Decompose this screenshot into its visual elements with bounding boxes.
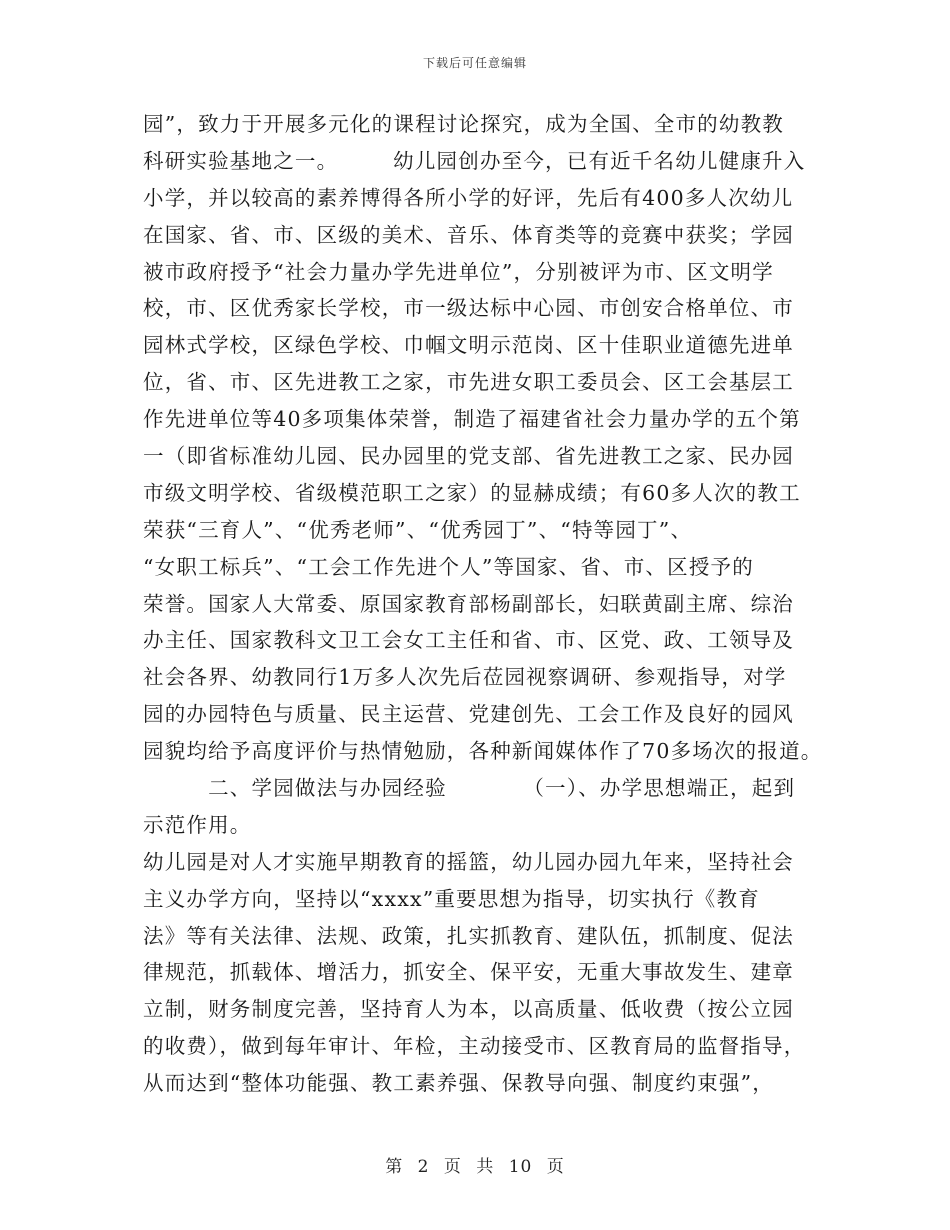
page-header-note: 下载后可任意编辑: [422, 56, 527, 70]
page-footer: [0, 1152, 950, 1177]
body-line: 被市政府授予“社会力量办学先进单位”，分别被评为市、区文明学: [143, 259, 774, 284]
body-line: 荣获“三育人”、“优秀老师”、“优秀园丁”、“特等园丁”、: [143, 517, 693, 542]
body-line: 小学，并以较高的素养博得各所小学的好评，先后有400多人次幼儿: [143, 185, 794, 210]
body-line: 主义办学方向，坚持以“xxxx”重要思想为指导，切实执行《教育: [143, 886, 760, 911]
body-line: 园林式学校，区绿色学校、巾帼文明示范岗、区十佳职业道德先进单: [143, 333, 794, 358]
body-line: 校，市、区优秀家长学校，市一级达标中心园、市创安合格单位、市: [143, 296, 794, 321]
body-line: 的收费），做到每年审计、年检，主动接受市、区教育局的监督指导，: [143, 1034, 806, 1059]
footer-page-word: 页: [443, 1157, 462, 1177]
section-heading-line: 二、学园做法与办园经验 （一）、办学思想端正，起到: [143, 776, 796, 801]
body-line: 法》等有关法律、法规、政策，扎实抓教育、建队伍，抓制度、促法: [143, 923, 794, 948]
body-line: 作先进单位等40多项集体荣誉，制造了福建省社会力量办学的五个第: [143, 407, 801, 432]
body-line: 社会各界、幼教同行1万多人次先后莅园视察调研、参观指导，对学: [143, 665, 787, 690]
body-line: 立制，财务制度完善，坚持育人为本，以高质量、低收费（按公立园: [143, 997, 794, 1022]
body-line: 市级文明学校、省级模范职工之家）的显赫成绩；有60多人次的教工: [143, 480, 801, 505]
body-line: 科研实验基地之一。 幼儿园创办至今，已有近千名幼儿健康升入: [143, 148, 806, 173]
body-line: 幼儿园是对人才实施早期教育的摇篮，幼儿园办园九年来，坚持社会: [143, 849, 794, 874]
body-line: 园的办园特色与质量、民主运营、党建创先、工会工作及良好的园风: [143, 702, 794, 727]
footer-page-number: 2: [417, 1157, 430, 1177]
document-body: [143, 106, 823, 1102]
body-line: 律规范，抓载体、增活力，抓安全、保平安，无重大事故发生、建章: [143, 960, 794, 985]
footer-total-pages: 10: [508, 1157, 533, 1177]
body-line: 一（即省标准幼儿园、民办园里的党支部、省先进教工之家、民办园: [143, 444, 794, 469]
body-line: 荣誉。国家人大常委、原国家教育部杨副部长，妇联黄副主席、综治: [143, 591, 794, 616]
body-line: 示范作用。: [143, 812, 252, 837]
body-line: 位，省、市、区先进教工之家，市先进女职工委员会、区工会基层工: [143, 370, 794, 395]
body-line: “女职工标兵”、“工会工作先进个人”等国家、省、市、区授予的: [143, 554, 754, 579]
body-line: 园貌均给予高度评价与热情勉励，各种新闻媒体作了70多场次的报道。: [143, 739, 823, 764]
footer-total-word: 共: [476, 1157, 495, 1177]
body-line: 园”，致力于开展多元化的课程讨论探究，成为全国、全市的幼教教: [143, 112, 784, 136]
body-line: 从而达到“整体功能强、教工素养强、保教导向强、制度约束强”，: [143, 1071, 774, 1096]
footer-suffix: 页: [546, 1157, 565, 1177]
body-line: 在国家、省、市、区级的美术、音乐、体育类等的竞赛中获奖；学园: [143, 222, 794, 247]
footer-prefix: 第: [385, 1157, 404, 1177]
body-line: 办主任、国家教科文卫工会女工主任和省、市、区党、政、工领导及: [143, 628, 794, 653]
